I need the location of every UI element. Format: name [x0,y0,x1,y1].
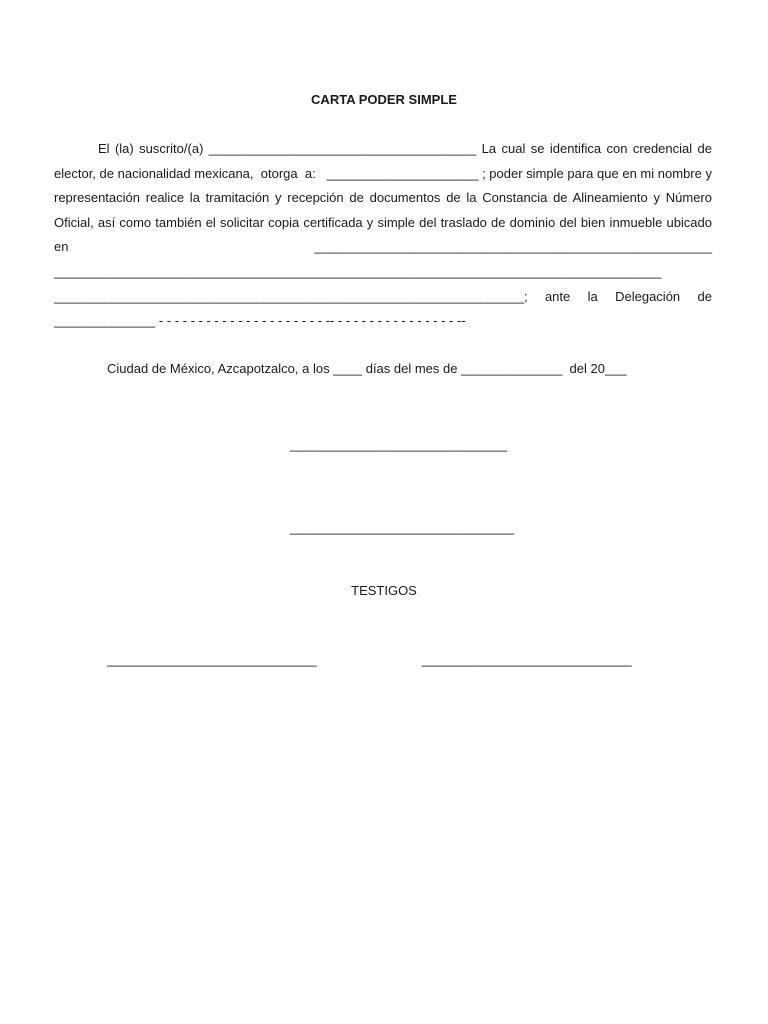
witness-signature-line-2: _____________________________ [422,652,632,667]
signature-line-grantor: ______________________________ [290,437,507,452]
document-title: CARTA PODER SIMPLE [311,92,457,107]
date-line: Ciudad de México, Azcapotzalco, a los ____ días del mes de ______________ del 20___ [107,361,627,376]
document-body: El (la) suscrito/(a) _____________________________________ La cual se identifica con credencial de elector, de nacionalidad mexicana, otorga a: _____________________ ; poder simple para que en mi nombre y representación realice la tramitación y recepción de documentos de la Constancia de Alineamiento y Número Oficial, así como también el solicitar copia certificada y simple del traslado de dominio del bien inmueble ubicado en _______________________________________________________ ____________________________________________________________________________________ _________________________________________________________________; ante la Delegación de ______________ - - - - - - - - - - - - - - - - - - - - - -- - - - - - - - - - - - - - - - -- [54,141,716,329]
witnesses-heading: TESTIGOS [351,583,417,598]
signature-line-grantee: _______________________________ [290,520,515,535]
witness-signature-line-1: _____________________________ [107,652,317,667]
